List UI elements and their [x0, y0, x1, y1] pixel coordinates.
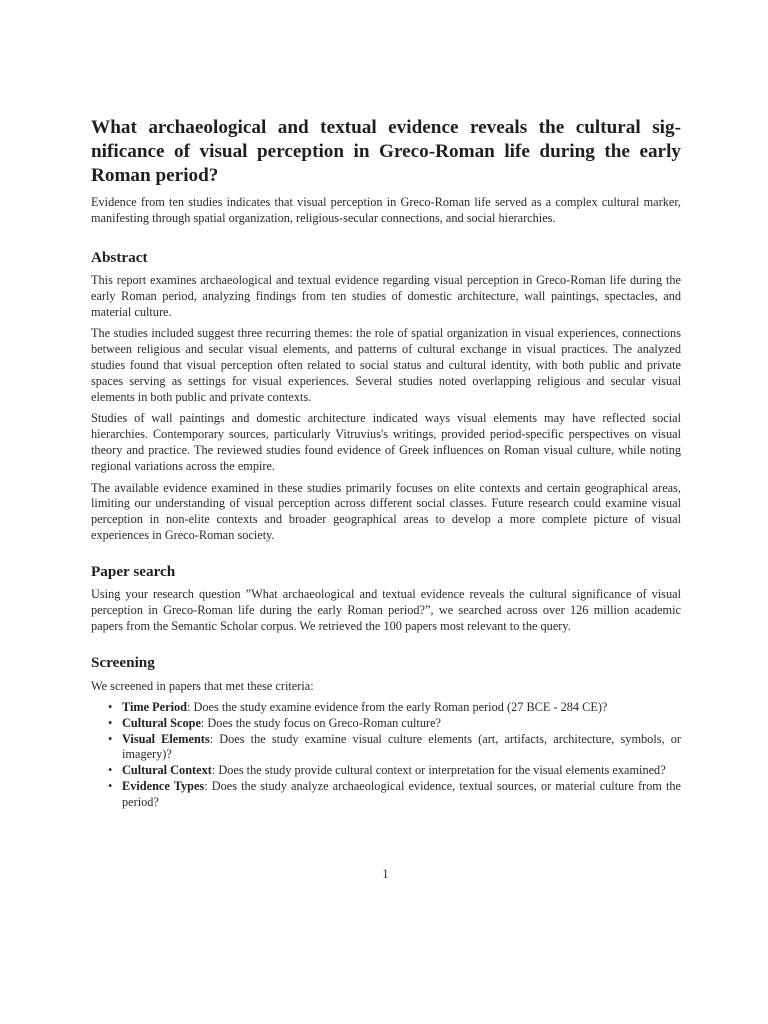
list-item — [91, 763, 681, 779]
criterion-text: : Does the study examine visual culture elements (art, artifacts, architecture, symbols, or imagery)? — [122, 731, 681, 762]
bullet-icon: • — [108, 763, 113, 778]
criterion-text: : Does the study examine evidence from the early Roman period (27 BCE - 284 CE)? — [187, 700, 608, 714]
abstract-heading: Abstract — [91, 249, 148, 266]
abstract-paragraph: This report examines archaeological and textual evidence regarding visual perception in Greco-Roman life during the early Roman period, analyzing findings from ten studies of domestic architecture, wall paintings, spectacles, and material culture. — [91, 273, 681, 319]
bullet-icon: • — [108, 700, 113, 714]
criterion-label: Cultural Context — [122, 763, 212, 778]
bullet-icon: • — [108, 715, 113, 730]
lead-summary: Evidence from ten studies indicates that visual perception in Greco-Roman life served as a complex cultural marker, manifesting through spatial organization, religious-secular connections, and social hierarchies. — [91, 195, 681, 225]
bullet-icon: • — [108, 731, 113, 746]
screening-heading: Screening — [91, 654, 155, 671]
screening-intro: We screened in papers that met these criteria: — [91, 679, 314, 693]
page-title: What archaeological and textual evidence reveals the cultural significance of visual perception in Greco-Roman life during the early Roman period? — [91, 117, 681, 186]
criterion-label: Visual Elements — [122, 731, 210, 746]
paper-page — [91, 0, 680, 1024]
screening-intro-block — [91, 679, 681, 695]
criterion-label: Evidence Types — [122, 778, 205, 793]
abstract-paragraph: The available evidence examined in these studies primarily focuses on elite contexts and certain geographical areas, limiting our understanding of visual perception across different social classes. Future research could examine visual perception in non-elite contexts and broader geographical areas to develop a more complete picture of visual experiences in Greco-Roman society. — [91, 480, 681, 542]
list-item — [91, 716, 681, 732]
screening-criteria-list — [91, 700, 681, 811]
abstract-paragraph: Studies of wall paintings and domestic architecture indicated ways visual elements may have reflected social hierarchies. Contemporary sources, particularly Vitruvius's writings, provided period-specific perspectives on visual theory and practice. The reviewed studies found evidence of Greek influences on Roman visual culture, while noting regional variations across the empire. — [91, 411, 681, 473]
list-item — [91, 700, 681, 716]
bullet-icon: • — [108, 778, 113, 793]
page-number: 1 — [382, 867, 389, 881]
criterion-text: : Does the study provide cultural context or interpretation for the visual elements examined? — [211, 763, 666, 778]
criterion-text: : Does the study focus on Greco-Roman culture? — [200, 715, 441, 730]
paper-search-heading: Paper search — [91, 563, 176, 580]
paper-search-section — [91, 587, 681, 634]
criterion-text: : Does the study analyze archaeological evidence, textual sources, or material culture from the period? — [122, 778, 681, 809]
criterion-label: Time Period — [122, 700, 188, 714]
abstract-paragraph: The studies included suggest three recurring themes: the role of spatial organization in visual experiences, connections between religious and secular visual elements, and patterns of cultural exchange in visual practices. The analyzed studies found that visual perception often related to social status and cultural identity, with both public and private spaces serving as settings for visual experiences. Several studies noted overlapping religious and secular visual elements in both public and private contexts. — [91, 326, 681, 404]
criterion-label: Cultural Scope — [122, 715, 201, 730]
list-item — [91, 732, 681, 764]
paper-search-paragraph: Using your research question ”What archaeological and textual evidence reveals the cultural significance of visual perception in Greco-Roman life during the early Roman period?”, we searched across over 126 million academic papers from the Semantic Scholar corpus. We retrieved the 100 papers most relevant to the query. — [91, 587, 681, 633]
abstract-section — [91, 273, 681, 544]
list-item — [91, 779, 681, 811]
